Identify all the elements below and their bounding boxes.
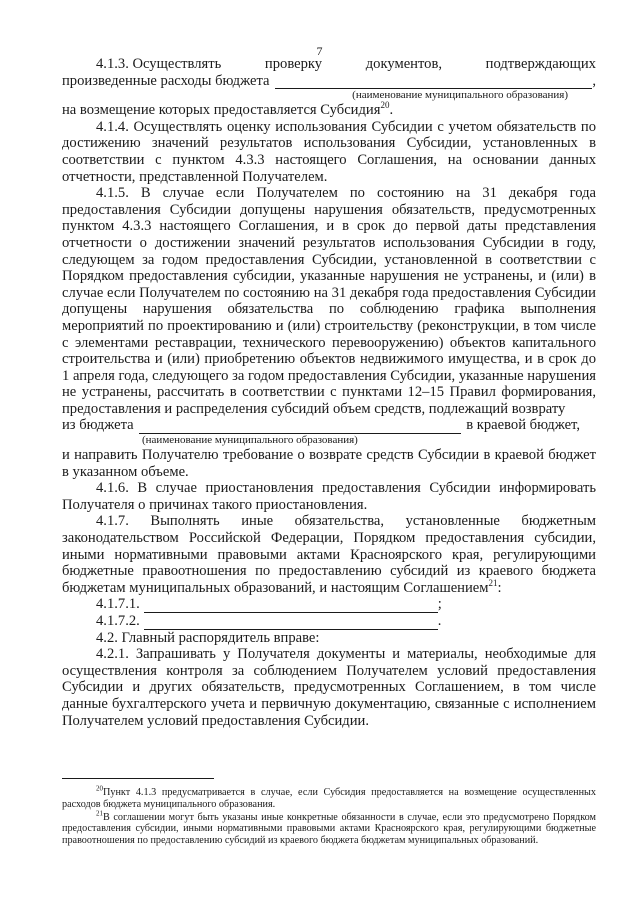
page-number: 7 [316,44,323,58]
footnote-ref-21: 21 [488,577,498,588]
footnote-21-text: В соглашении могут быть указаны иные конкретные обязанности в случае, если это предусмотрено Порядком предоставления субсидии, иными нормативными правовыми актами Красноярского края, регулирующими бюджетные правоотношения по предоставлению субсидий из краевого бюджета бюджетам муниципальных образований. [62,811,596,847]
item-4-1-7-2-blank [144,617,438,630]
document-body [62,56,596,729]
municipality-blank-1 [275,76,593,89]
footnote-ref-20: 20 [380,100,390,111]
item-4-1-7-2 [62,613,596,630]
item-4-1-7-1-blank [144,600,438,613]
municipality-blank-2 [139,421,462,434]
paragraph-4-1-5-tail: и направить Получателю требование о возврате средств Субсидии в краевой бюджет в указанном объеме. [62,447,596,480]
paragraph-4-2: 4.2. Главный распорядитель вправе: [96,629,320,646]
p415-line-start: из бюджета [62,417,134,434]
footnote-separator [62,778,214,779]
footnote-21-ref: 21 [96,809,103,818]
footnote-20-ref: 20 [96,784,103,793]
p415-hint: (наименование муниципального образования) [142,434,358,447]
paragraph-4-1-5: 4.1.5. В случае если Получателем по состоянию на 31 декабря года предоставления Субсидии допущены нарушения обязательств, предусмотренных пунктом 4.3.3 настоящего Соглашения, и в срок до первой даты представления отчетности о достижении значений результатов использования Субсидии в году, следующем за годом предоставления Субсидии, установленной в соответствии с Порядком предоставления субсидии, указанные нарушения не устранены, и (или) в случае если Получателем по состоянию на 31 декабря года предоставления Субсидии допущены нарушения обязательства по соблюдению графика выполнения мероприятий по проектированию и (или) строительству (реконструкции, в том числе с элементами реставрации, технического перевооружению) объектов капитального строительства и (или) приобретению объектов недвижимого имущества, и в срок до 1 апреля года, следующего за годом предоставления Субсидии, указанные нарушения не устранены, рассчитать в соответствии с пунктами 12–15 Правил формирования, предоставления и распределения субсидий объем средств, подлежащий возврату [62,185,596,417]
paragraph-4-1-7: 4.1.7. Выполнять иные обязательства, установленные бюджетным законодательством Российской Федерации, Порядком предоставления субсидии, иными нормативными правовыми актами Красноярского края, регулирующими бюджетные правоотношения по предоставлению субсидий из краевого бюджета бюджетам муниципальных образований, и настоящим Соглашением$^{21}$: [62,513,596,596]
paragraph-4-1-3-line3: на возмещение которых предоставляется Субсидия$^{20}$. [62,100,394,119]
paragraph-4-1-3-line1 [62,56,596,73]
paragraph-4-2-1: 4.2.1. Запрашивать у Получателя документы и материалы, необходимые для осуществления контроля за соблюдением Получателем условий предоставления Субсидии и других обязательств, предусмотренных Соглашением, в том числе данные бухгалтерского учета и первичную документацию, связанные с исполнением Получателем условий предоставления Субсидии. [62,646,596,729]
footnote-20-text: Пункт 4.1.3 предусматривается в случае, если Субсидия предоставляется на возмещение осуществленных расходов бюджета муниципального образования. [62,787,596,810]
item-4-1-7-2-end: . [437,613,442,629]
item-4-1-7-1-end: ; [437,596,442,613]
p413-line2-text: произведенные расходы бюджета [62,72,270,89]
p413-word-4: подтверждающих [485,56,596,72]
paragraph-4-1-6: 4.1.6. В случае приостановления предоставления Субсидии информировать Получателя о причинах такого приостановления. [62,480,596,513]
item-4-1-7-1-label: 4.1.7.1. [96,596,140,613]
p413-hint: (наименование муниципального образования) [352,89,568,102]
footnote-21 [62,809,596,847]
footnotes [62,784,596,848]
p413-word-1: 4.1.3. Осуществлять [96,56,222,72]
p413-word-3: документов, [365,56,443,72]
p413-word-2: проверку [264,56,323,72]
item-4-1-7-2-label: 4.1.7.2. [96,613,140,629]
item-4-1-7-1 [62,596,596,613]
paragraph-4-1-5-blank-line [62,417,596,434]
paragraph-4-1-4: 4.1.4. Осуществлять оценку использования Субсидии с учетом обязательств по достижению значений результатов использования Субсидии, установленных в соответствии с пунктом 4.3.3 настоящего Соглашения, на основании данных отчетности, представленной Получателем. [62,118,596,185]
paragraph-4-1-3-line2 [62,73,596,90]
footnote-20 [62,784,596,811]
p413-line2-end: , [592,72,596,89]
p415-line-end: в краевой бюджет, [466,417,580,434]
